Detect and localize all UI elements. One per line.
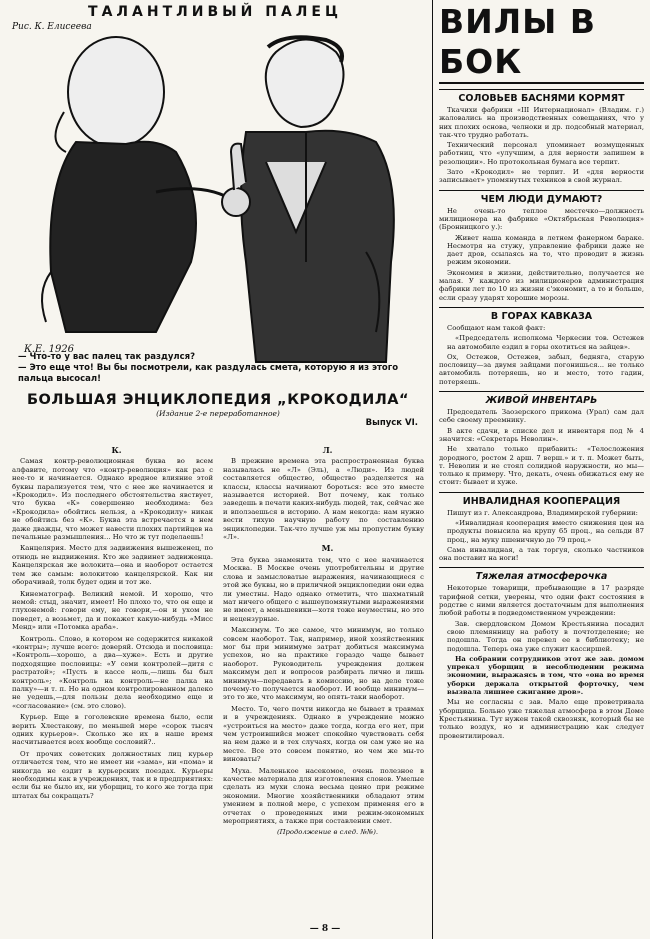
sidebar-quote: Живет наша команда в летнем фанерном бараке. Несмотря на стужу, управление фабрики даже не дает дров, ссылаясь на то, что проводит в жизнь режим экономии. bbox=[447, 233, 644, 267]
cartoon-credit: Рис. К. Елисеева bbox=[12, 22, 92, 32]
sidebar-paragraph: Технический персонал упоминает возмущенных работниц, что «улучшим, а для верности запишем в резолюции». Но протокольная бумага все терпит. bbox=[439, 141, 644, 166]
sidebar-paragraph: Ох, Остежов, Остежев, забыл, бедняга, старую пословицу—за двумя зайцами погонишься... не только автомобиль потеряешь, но и место, тото гадин, потеряешь. bbox=[439, 352, 644, 386]
entry-paragraph: Контроль. Слово, в котором не содержится никакой «контры»; лучше всего: доверяй. Отсюда и пословица: «Контроль—хорошо, а два—хуже». Есть и другие подходящие пословицы: «У семи контролей—дитя с растратой»; «Пусть в кассе ноль,—лишь бы был контроль»; «Контроль на контроль—не палка на палку»—и т. п. Но на одном контролированном далеко не уедешь,—для пользы дела необходимо еще и «согласование» (см. это слово). bbox=[12, 634, 213, 710]
sidebar-paragraph: Сообщают нам такой факт: bbox=[447, 323, 546, 332]
sidebar-paragraph: Пишут из г. Александрова, Владимирской губернии: bbox=[447, 508, 638, 517]
letter-heading-m: М. bbox=[321, 543, 334, 554]
sidebar-paragraph: Сама инвалидная, а так торгуя, сколько частников она поставит на ноги! bbox=[439, 545, 644, 563]
entry-paragraph: Максимум. То же самое, что минимум, но только совсем наоборот. Так, например, иной хозяйственник мог бы при минимуме затрат добиться максимума успехов, но на практике гораздо чаще бывает наоборот. Руководитель учреждения должен максимум дел и вопросов разбирать лично и лишь минимум—передавать в комиссию, но на деле тоже почему-то получается наоборот. И вообще минимум—это то же, что максимум, но опять-таки наоборот. bbox=[223, 626, 424, 702]
entry-paragraph: В прежние времена эта распространенная буква называлась не «Л» (Эль), а «Люди». Из людей составляется общество, общество разделяется на классы, классы начинают бороться: все это вместе называется историей. Вот почему, как только заведешь в печати каких-нибудь людей, так, сейчас же и вползаешься в историю. А нам некогда: нам нужно вести тихую научную работу по составлению энциклопедии. Так-что лучше уж мы пропустим букву «Л». bbox=[223, 457, 424, 542]
encyclopedia-issue: Выпуск VI. bbox=[365, 418, 418, 428]
cartoon-illustration bbox=[6, 32, 424, 372]
encyclopedia-column-right bbox=[223, 446, 424, 840]
sidebar-paragraph: Зато «Крокодил» не терпит. И «для верности записывает» упомянутых техников в свой журнал. bbox=[439, 168, 644, 185]
entry-paragraph: Муха. Маленькое насекомое, очень полезное в качестве материала для изготовления слонов. Умелые сделать из мухи слона весьма ценно при режиме экономии. Многие хозяйственники обладают этим умением в полной мере, с успехом применяя его в отчетах о проведенных ими режим-экономных мероприятиях, а также при составлении смет. bbox=[223, 766, 424, 826]
continued-note: (Продолжение в след. №№). bbox=[276, 828, 379, 837]
sidebar-paragraph: Экономия в жизни, действительно, получается не малая. У каждого из милиционеров администрация фабрики лет по 10 из жизни с'экономит, а то и больше, если сразу ударят хорошие морозы. bbox=[439, 268, 644, 302]
entry-paragraph: Кинематограф. Великий немой. И хорошо, что немой: стыд, значит, имеет! Но плохо то, что он еще и глухонемой: говори ему, не говори,—он и ухом не поведет, а возьмет, да и покажет какую-нибудь «Мисс Менд» или «Потомка араба». bbox=[12, 589, 213, 632]
sidebar-item-heading: СОЛОВЬЕВ БАСНЯМИ КОРМЯТ bbox=[439, 89, 644, 104]
sidebar-item bbox=[439, 307, 644, 386]
sidebar-item bbox=[439, 89, 644, 185]
page-number: — 8 — bbox=[309, 924, 341, 934]
sidebar-paragraph: Не хватало только прибавить: «Телосложения дородного, ростом 2 арш. 7 верш.» и т. п. Может быть, т. Неволин и не стоял солидной наружности, но мы—только к примеру. Что, декать, очень обижаться ему не стоит: бывает и хуже. bbox=[439, 445, 644, 487]
bald-man-figure bbox=[42, 37, 236, 332]
sidebar-item bbox=[439, 567, 644, 739]
tall-man-figure bbox=[222, 37, 394, 362]
cartoon-signature: К.Е. 1926 bbox=[24, 344, 75, 355]
sidebar-item-heading: ЧЕМ ЛЮДИ ДУМАЮТ? bbox=[439, 190, 644, 205]
sidebar-paragraph: В акте сдачи, в списке дел и инвентаря под № 4 значится: «Секретарь Неволин». bbox=[439, 426, 644, 443]
sidebar-item bbox=[439, 190, 644, 302]
sidebar-paragraph: Ткачихи фабрики «III Интернационал» (Владим. г.) жаловались на производственных совещаниях, что у них плохих основа, челноки и др. подсобный материал, так-что трудно работать. bbox=[439, 106, 644, 139]
sidebar-quote: «Инвалидная кооперация вместо снижения цен на продукты повысила на крупу 65 проц., на сельди 87 проц., на муку пшеничную до 79 проц.» bbox=[447, 518, 644, 544]
cartoon-block bbox=[6, 4, 424, 396]
cartoon-caption bbox=[18, 352, 422, 385]
sidebar-quote: На собрании сотрудников этот же зав. домом упрекал уборщиц в несоблюдении режима экономии, выражаясь в том, что «она во время уборки держала открытой форточку, чем вызвала лишнее сжигание дров». bbox=[447, 654, 644, 697]
caption-line-1: — Что-то у вас палец так раздулся? bbox=[18, 352, 196, 362]
sidebar-item bbox=[439, 391, 644, 487]
encyclopedia-edition: (Издание 2-е переработанное) bbox=[156, 409, 280, 418]
letter-heading-l: Л. bbox=[322, 445, 333, 455]
entry-paragraph: Курьер. Еще в гоголевские времена было, если верить Хлестакову, по меньшей мере «сорок тысяч одних курьеров». Сколько же их в наше время насчитывается всех вообще сословий?.. bbox=[12, 713, 213, 747]
sidebar-paragraph: Некоторые товарищи, пребывающие в 17 разряде тарифной сетки, уверены, что одни факт состояния в родстве с ними является достаточным для выполнения любой работы в подведомственном учреждении: bbox=[439, 584, 644, 618]
cartoon-title: ТАЛАНТЛИВЫЙ ПАЛЕЦ bbox=[88, 4, 342, 20]
letter-heading-k: К. bbox=[111, 445, 122, 455]
encyclopedia-column-left bbox=[12, 446, 213, 840]
entry-paragraph: Самая контр-революционная буква во всем алфавите, потому что «контр-революция» как раз с нее-то и начинается. Однако вредное влияние этой буквы парализуется тем, что с нее же начинается и «Крокодил». Из последнего обстоятельства явствует, что буква «К» совершенно необходима: без «Крокодила» обойтись нельзя, а «Крокодилу» никак не обойтись без «К». Буква эта встречается в нем даже дважды, что может навести плохих партийцев на печальные размышления... Но что ж тут поделаешь! bbox=[12, 457, 213, 542]
sidebar-paragraph: Председатель Заозерского прикома (Урал) сам дал себе своему преемнику. bbox=[439, 408, 644, 425]
sidebar-paragraph: Мы не согласны с зав. Мало еще проветривала уборщица. Больно уже тяжелая атмосфера в этом Доме Крестьянина. Тут нужен такой сквозняк, который бы не только воздух, но и администрацию как следует провентилировал. bbox=[439, 698, 644, 740]
sidebar-item-heading: В ГОРАХ КАВКАЗА bbox=[439, 307, 644, 322]
sidebar-paragraph: Не очень-то теплое местечко—должность милиционера на фабрике «Октябрьская Революция» (Бронницкого у.): bbox=[439, 206, 644, 232]
encyclopedia-columns bbox=[12, 446, 424, 840]
entry-paragraph: Канцелярия. Место для задвижения вышеженец, по отнюдь не выдвижения. Кто же задвинет задвиженца. Канцелярская же волокита—она и наоборот остается тем же самым: волокитою канцелярской. Как ни оборачивай, толк будет один и тот же. bbox=[12, 544, 213, 587]
entry-paragraph: Эта буква знаменита тем, что с нее начинается Москва. В Москве очень употребительны и другие слова и замысловатые выражения, начинающиеся с этой же буквы, но в приличной энциклопедии они едва ли уместны. Надо однако отметить, что шахматный мат ничего общего с вышеупомянутыми выражениями не имеет, а меньшевики—хотя тоже неуместны, но это и нецензурные. bbox=[223, 555, 424, 623]
sidebar-column bbox=[432, 0, 644, 939]
sidebar-quote: «Председатель исполкома Черкесии тов. Остежев на автомобиле ездил в горы охотиться на зайцев». bbox=[447, 334, 644, 351]
sidebar-quote: Зав. свердловском Домом Крестьянина посадил свою племянницу на работу в почтотделение; не подошла. Тогда он перевел ее в библиотеку; не подошла. Теперь она уже служит кассиршей. bbox=[447, 619, 644, 653]
sidebar-item-heading: Тяжелая атмосферочка bbox=[439, 567, 644, 582]
entry-paragraph: От прочих советских должностных лиц курьер отличается тем, что не имеет ни «зама», ни «пома» и никогда не ездит в курьерских поездах. Курьеры необходимы как в учреждениях, так и в предприятиях: если бы не было их, ни уборщиц, то кого же тогда при штатах бы сокращать? bbox=[12, 749, 213, 800]
sidebar-item bbox=[439, 492, 644, 563]
sidebar-title: ВИЛЫ В БОК bbox=[439, 2, 644, 84]
encyclopedia-section bbox=[12, 392, 424, 932]
encyclopedia-title: БОЛЬШАЯ ЭНЦИКЛОПЕДИЯ „КРОКОДИЛА“ bbox=[26, 392, 410, 408]
sidebar-item-heading: ИНВАЛИДНАЯ КООПЕРАЦИЯ bbox=[439, 492, 644, 507]
caption-line-2: — Это еще что! Вы бы посмотрели, как раздулась смета, которую я из этого пальца высосал! bbox=[18, 363, 399, 384]
sidebar-item-heading: ЖИВОЙ ИНВЕНТАРЬ bbox=[439, 391, 644, 406]
entry-paragraph: Место. То, чего почти никогда не бывает в травмах и в учреждениях. Однако в учреждение можно «устроиться на место» даже тогда, когда его нет, при чем устроившийся может спокойно чувствовать себя на нем даже и в тех случаях, когда он сам уже не на месте. Все это совсем понятно, но чем же мы-то виноваты? bbox=[223, 704, 424, 764]
